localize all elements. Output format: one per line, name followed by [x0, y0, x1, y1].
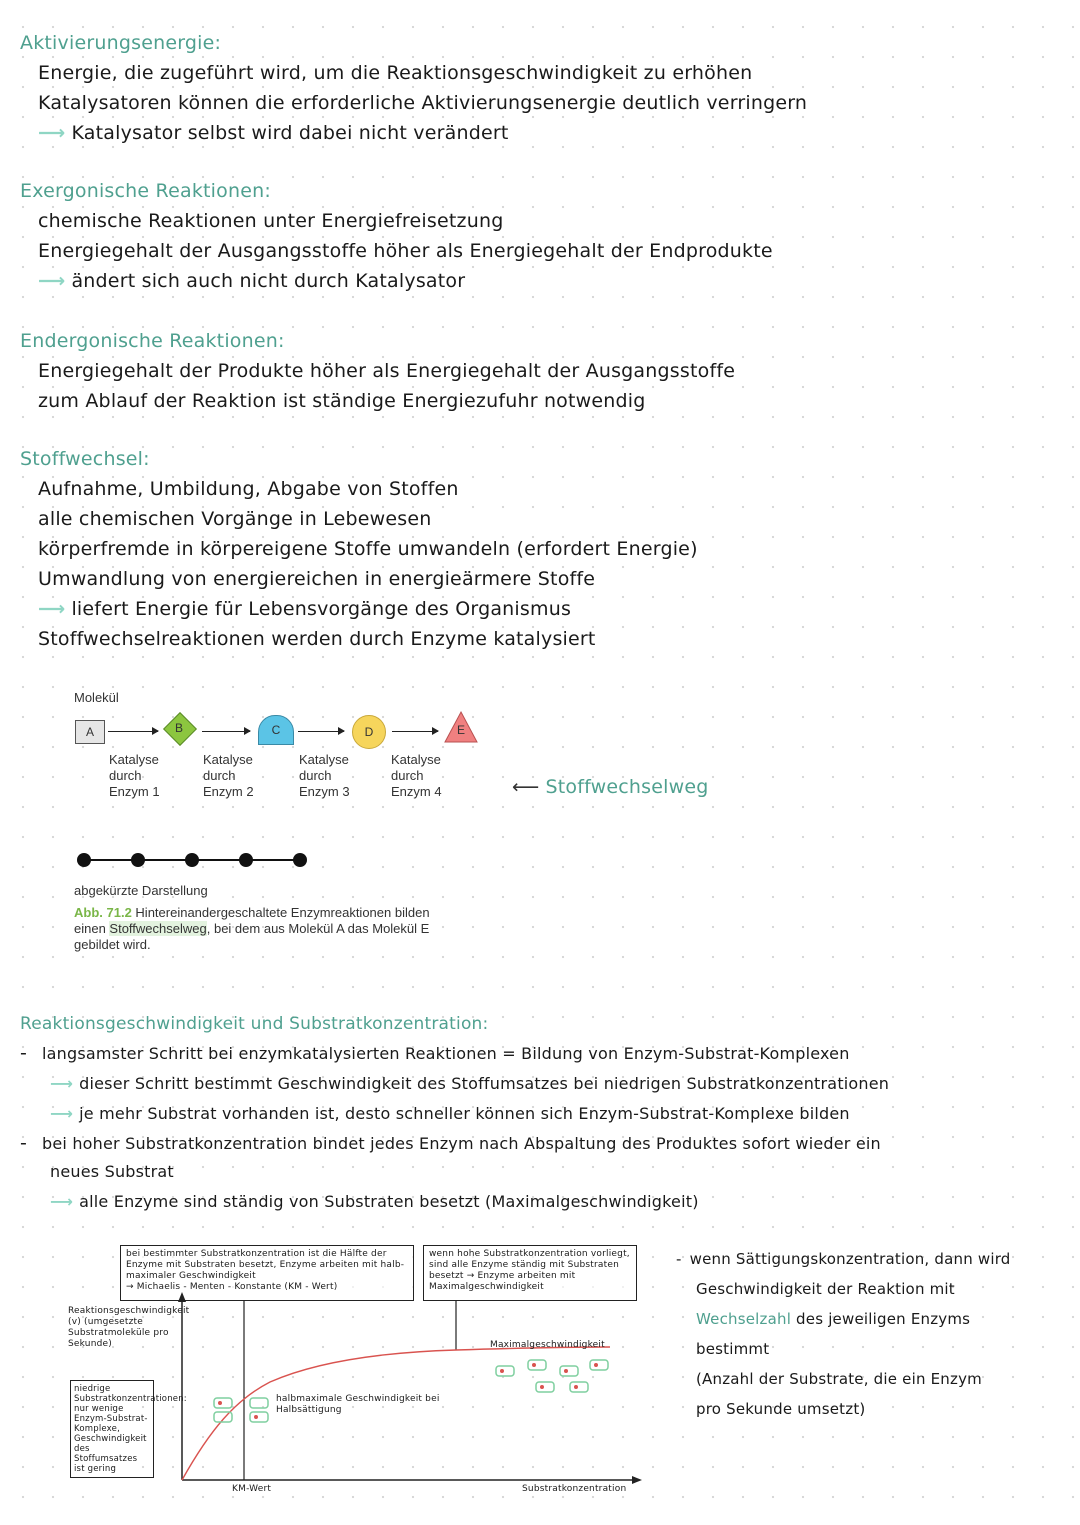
arrow-icon: ⟶ [38, 598, 66, 620]
text-span: Katalyse [109, 752, 159, 767]
half-speed-label: halbmaximale Geschwindigkeit bei Halbsättigung [276, 1394, 440, 1415]
dot-icon [239, 853, 253, 867]
text-line: Energie, die zugeführt wird, um die Reaktionsgeschwindigkeit zu erhöhen [38, 62, 753, 84]
heading-endergonisch: Endergonische Reaktionen: [20, 330, 285, 352]
x-axis-arrow-icon [632, 1476, 642, 1484]
enzyme-icon [496, 1360, 608, 1392]
text-span: , bei dem aus Molekül A das Molekül E [206, 921, 430, 936]
text-span: durch [109, 768, 142, 783]
text-span: wenn Sättigungskonzentration, dann wird [689, 1250, 1011, 1268]
text-line [38, 270, 465, 292]
text-span: bei bestimmter Substratkonzentration ist die Hälfte der Enzyme mit Substraten besetzt, Enzyme arbeiten mit halb-maximaler Geschwindigkeit [126, 1249, 405, 1281]
text-span: Enzym 2 [203, 784, 254, 799]
text-line: Geschwindigkeit der Reaktion mit [696, 1280, 955, 1298]
figure-caption [74, 905, 430, 953]
x-axis-label: Substratkonzentration [522, 1484, 627, 1494]
text-line: Stoffwechselreaktionen werden durch Enzyme katalysiert [38, 628, 596, 650]
catalysis-label-1 [109, 752, 160, 800]
text-span: Wechselzahl [696, 1310, 792, 1328]
text-line: pro Sekunde umsetzt) [696, 1400, 866, 1418]
dot-icon [131, 853, 145, 867]
arrow-icon [108, 731, 158, 732]
arrow-icon: ⟶ [50, 1192, 74, 1211]
text-line: langsamster Schritt bei enzymkatalysierten Reaktionen = Bildung von Enzym-Substrat-Komplexen [42, 1044, 850, 1063]
text-span: ändert sich auch nicht durch Katalysator [71, 270, 466, 292]
molecule-c: C [258, 715, 294, 745]
text-span: Enzym 4 [391, 784, 442, 799]
annotation-box-max: wenn hohe Substratkonzentration vorliegt, sind alle Enzyme ständig mit Substraten besetzt → Enzyme arbeiten mit Maximalgeschwindigkeit [423, 1245, 637, 1301]
text-span: alle Enzyme sind ständig von Substraten besetzt (Maximalgeschwindigkeit) [79, 1192, 699, 1211]
arrow-icon: ⟶ [38, 122, 66, 144]
arrow-icon [298, 731, 344, 732]
text-line: Katalysatoren können die erforderliche Aktivierungsenergie deutlich verringern [38, 92, 808, 114]
text-line: Umwandlung von energiereichen in energieärmere Stoffe [38, 568, 596, 590]
text-span: → Michaelis - Menten - Konstante (KM - Wert) [126, 1282, 338, 1292]
arrow-icon: ⟶ [50, 1104, 74, 1123]
catalysis-label-4 [391, 752, 442, 800]
catalysis-label-2 [203, 752, 254, 800]
text-span: einen [74, 921, 110, 936]
text-span: Stoffwechselweg [109, 921, 207, 936]
text-line [50, 1192, 699, 1211]
text-span: durch [203, 768, 236, 783]
arrow-icon: ⟶ [50, 1074, 74, 1093]
caption-number: Abb. 71.2 [74, 905, 132, 920]
catalysis-label-3 [299, 752, 350, 800]
heading-exergonisch: Exergonische Reaktionen: [20, 180, 271, 202]
text-line: körperfremde in körpereigene Stoffe umwandeln (erfordert Energie) [38, 538, 698, 560]
text-span: durch [299, 768, 332, 783]
heading-reaktionsgeschwindigkeit: Reaktionsgeschwindigkeit und Substratkonzentration: [20, 1014, 489, 1034]
text-span: Katalysator selbst wird dabei nicht verändert [71, 122, 509, 144]
text-line: bei hoher Substratkonzentration bindet jedes Enzym nach Abspaltung des Produktes sofort wieder ein [42, 1134, 881, 1153]
bullet-dash: - [20, 1042, 27, 1064]
text-line: bestimmt [696, 1340, 770, 1358]
dot-icon [185, 853, 199, 867]
text-span: Katalyse [391, 752, 441, 767]
text-span: Katalyse [299, 752, 349, 767]
heading-stoffwechsel: Stoffwechsel: [20, 448, 150, 470]
text-line [696, 1310, 970, 1328]
y-axis-label: Reaktionsgeschwindigkeit (v) (umgesetzte Substratmoleküle pro Sekunde) [68, 1306, 190, 1349]
short-label: abgekürzte Darstellung [74, 883, 208, 898]
text-span: liefert Energie für Lebensvorgänge des Organismus [71, 598, 572, 620]
arrow-icon: ⟶ [38, 270, 66, 292]
bullet-dash: - [20, 1132, 27, 1154]
max-speed-label: Maximalgeschwindigkeit [490, 1340, 605, 1350]
text-line: Aufnahme, Umbildung, Abgabe von Stoffen [38, 478, 459, 500]
text-span: des jeweiligen Enzyms [791, 1310, 971, 1328]
text-span: Enzym 1 [109, 784, 160, 799]
text-line: neues Substrat [50, 1162, 174, 1181]
text-line: zum Ablauf der Reaktion ist ständige Energiezufuhr notwendig [38, 390, 646, 412]
molecule-d: D [352, 715, 386, 749]
arrow-icon [202, 731, 250, 732]
y-axis-arrow-icon [178, 1292, 186, 1302]
text-line: Energiegehalt der Produkte höher als Energiegehalt der Ausgangsstoffe [38, 360, 736, 382]
arrow-icon [392, 731, 438, 732]
molecule-a: A [75, 720, 105, 744]
molekuel-label: Molekül [74, 690, 119, 705]
text-span: Katalyse [203, 752, 253, 767]
dot-icon [77, 853, 91, 867]
pathway-note [512, 776, 709, 798]
text-line: alle chemischen Vorgänge in Lebewesen [38, 508, 432, 530]
km-label: KM-Wert [232, 1484, 272, 1494]
text-line [50, 1074, 889, 1093]
text-span: Stoffwechselweg [545, 776, 709, 798]
molecule-e: E [456, 723, 465, 737]
low-concentration-note: niedrige Substratkonzentrationen: nur wenige Enzym-Substrat-Komplexe, Geschwindigkeit des Stoffumsatzes ist gering [70, 1380, 154, 1478]
text-span: Hintereinandergeschaltete Enzymreaktionen bilden [135, 905, 430, 920]
text-line: (Anzahl der Substrate, die ein Enzym [696, 1370, 982, 1388]
text-span: dieser Schritt bestimmt Geschwindigkeit des Stoffumsatzes bei niedrigen Substratkonzentrationen [79, 1074, 890, 1093]
text-span: je mehr Substrat vorhanden ist, desto schneller können sich Enzym-Substrat-Komplexe bilden [79, 1104, 850, 1123]
bullet-dash: - [676, 1250, 682, 1268]
text-span: durch [391, 768, 424, 783]
heading-aktivierungsenergie: Aktivierungsenergie: [20, 32, 222, 54]
dot-icon [293, 853, 307, 867]
text-line [676, 1250, 1011, 1268]
text-line [50, 1104, 850, 1123]
arrow-left-icon: ⟵ [512, 776, 540, 798]
text-line: chemische Reaktionen unter Energiefreisetzung [38, 210, 504, 232]
text-span: gebildet wird. [74, 937, 151, 952]
text-line [38, 598, 571, 620]
substrate-icon [500, 1363, 598, 1389]
text-line: Energiegehalt der Ausgangsstoffe höher als Energiegehalt der Endprodukte [38, 240, 773, 262]
text-line [38, 122, 509, 144]
molecule-b: B [174, 721, 183, 735]
text-span: Enzym 3 [299, 784, 350, 799]
